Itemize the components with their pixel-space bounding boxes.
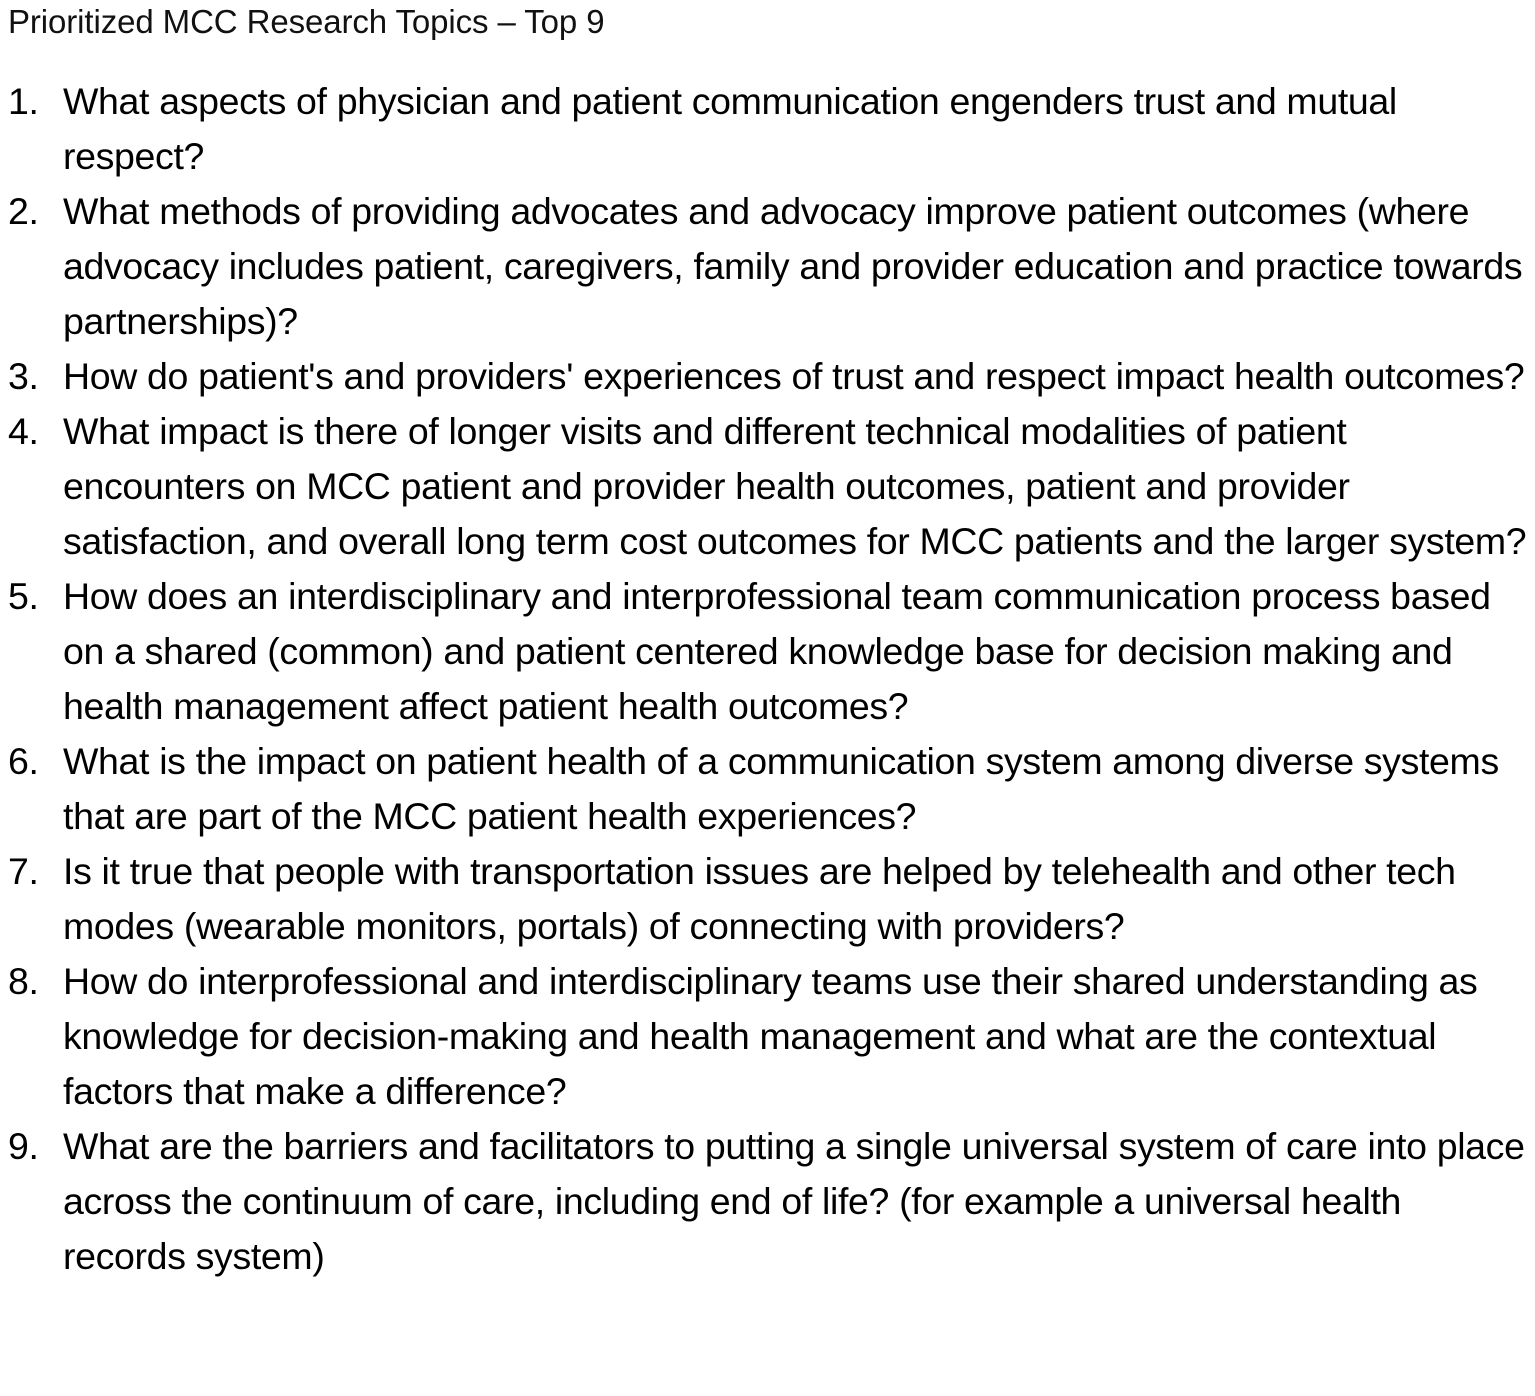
topic-number: 4. <box>8 410 39 452</box>
topic-list-item <box>0 569 1535 734</box>
topic-list-item <box>0 954 1535 1119</box>
topic-list-item <box>0 349 1535 404</box>
topic-text: What aspects of physician and patient communication engenders trust and mutual respect? <box>63 80 1397 177</box>
topic-number: 8. <box>8 960 39 1002</box>
topic-text: How do interprofessional and interdisciplinary teams use their shared understanding as knowledge for decision-making and health management and what are the contextual factors that make a difference? <box>63 960 1478 1112</box>
topic-list-item <box>0 184 1535 349</box>
topic-list-item <box>0 734 1535 844</box>
topic-text: How does an interdisciplinary and interprofessional team communication process based on a shared (common) and patient centered knowledge base for decision making and health management affect patient health outcomes? <box>63 575 1491 727</box>
topic-number: 6. <box>8 740 39 782</box>
topic-list-item <box>0 1119 1535 1284</box>
topic-number: 9. <box>8 1125 39 1167</box>
topic-number: 1. <box>8 80 39 122</box>
topic-list-item <box>0 74 1535 184</box>
prioritized-topics-list <box>0 74 1535 1284</box>
topic-number: 3. <box>8 355 39 397</box>
topic-text: What impact is there of longer visits and different technical modalities of patient encounters on MCC patient and provider health outcomes, patient and provider satisfaction, and overall long term cost outcomes for MCC patients and the larger system? <box>63 410 1527 562</box>
page-title: Prioritized MCC Research Topics – Top 9 <box>8 3 605 40</box>
topic-number: 5. <box>8 575 39 617</box>
topic-text: What are the barriers and facilitators to putting a single universal system of care into place across the continuum of care, including end of life? (for example a universal health records system) <box>63 1125 1525 1277</box>
topic-number: 2. <box>8 190 39 232</box>
topic-list-item <box>0 404 1535 569</box>
topic-number: 7. <box>8 850 39 892</box>
topic-list-item <box>0 844 1535 954</box>
topic-text: What methods of providing advocates and advocacy improve patient outcomes (where advocacy includes patient, caregivers, family and provider education and practice towards partnerships)? <box>63 190 1523 342</box>
topic-text: How do patient's and providers' experiences of trust and respect impact health outcomes? <box>63 355 1525 397</box>
topic-text: What is the impact on patient health of a communication system among diverse systems that are part of the MCC patient health experiences? <box>63 740 1499 837</box>
topic-text: Is it true that people with transportation issues are helped by telehealth and other tech modes (wearable monitors, portals) of connecting with providers? <box>63 850 1456 947</box>
